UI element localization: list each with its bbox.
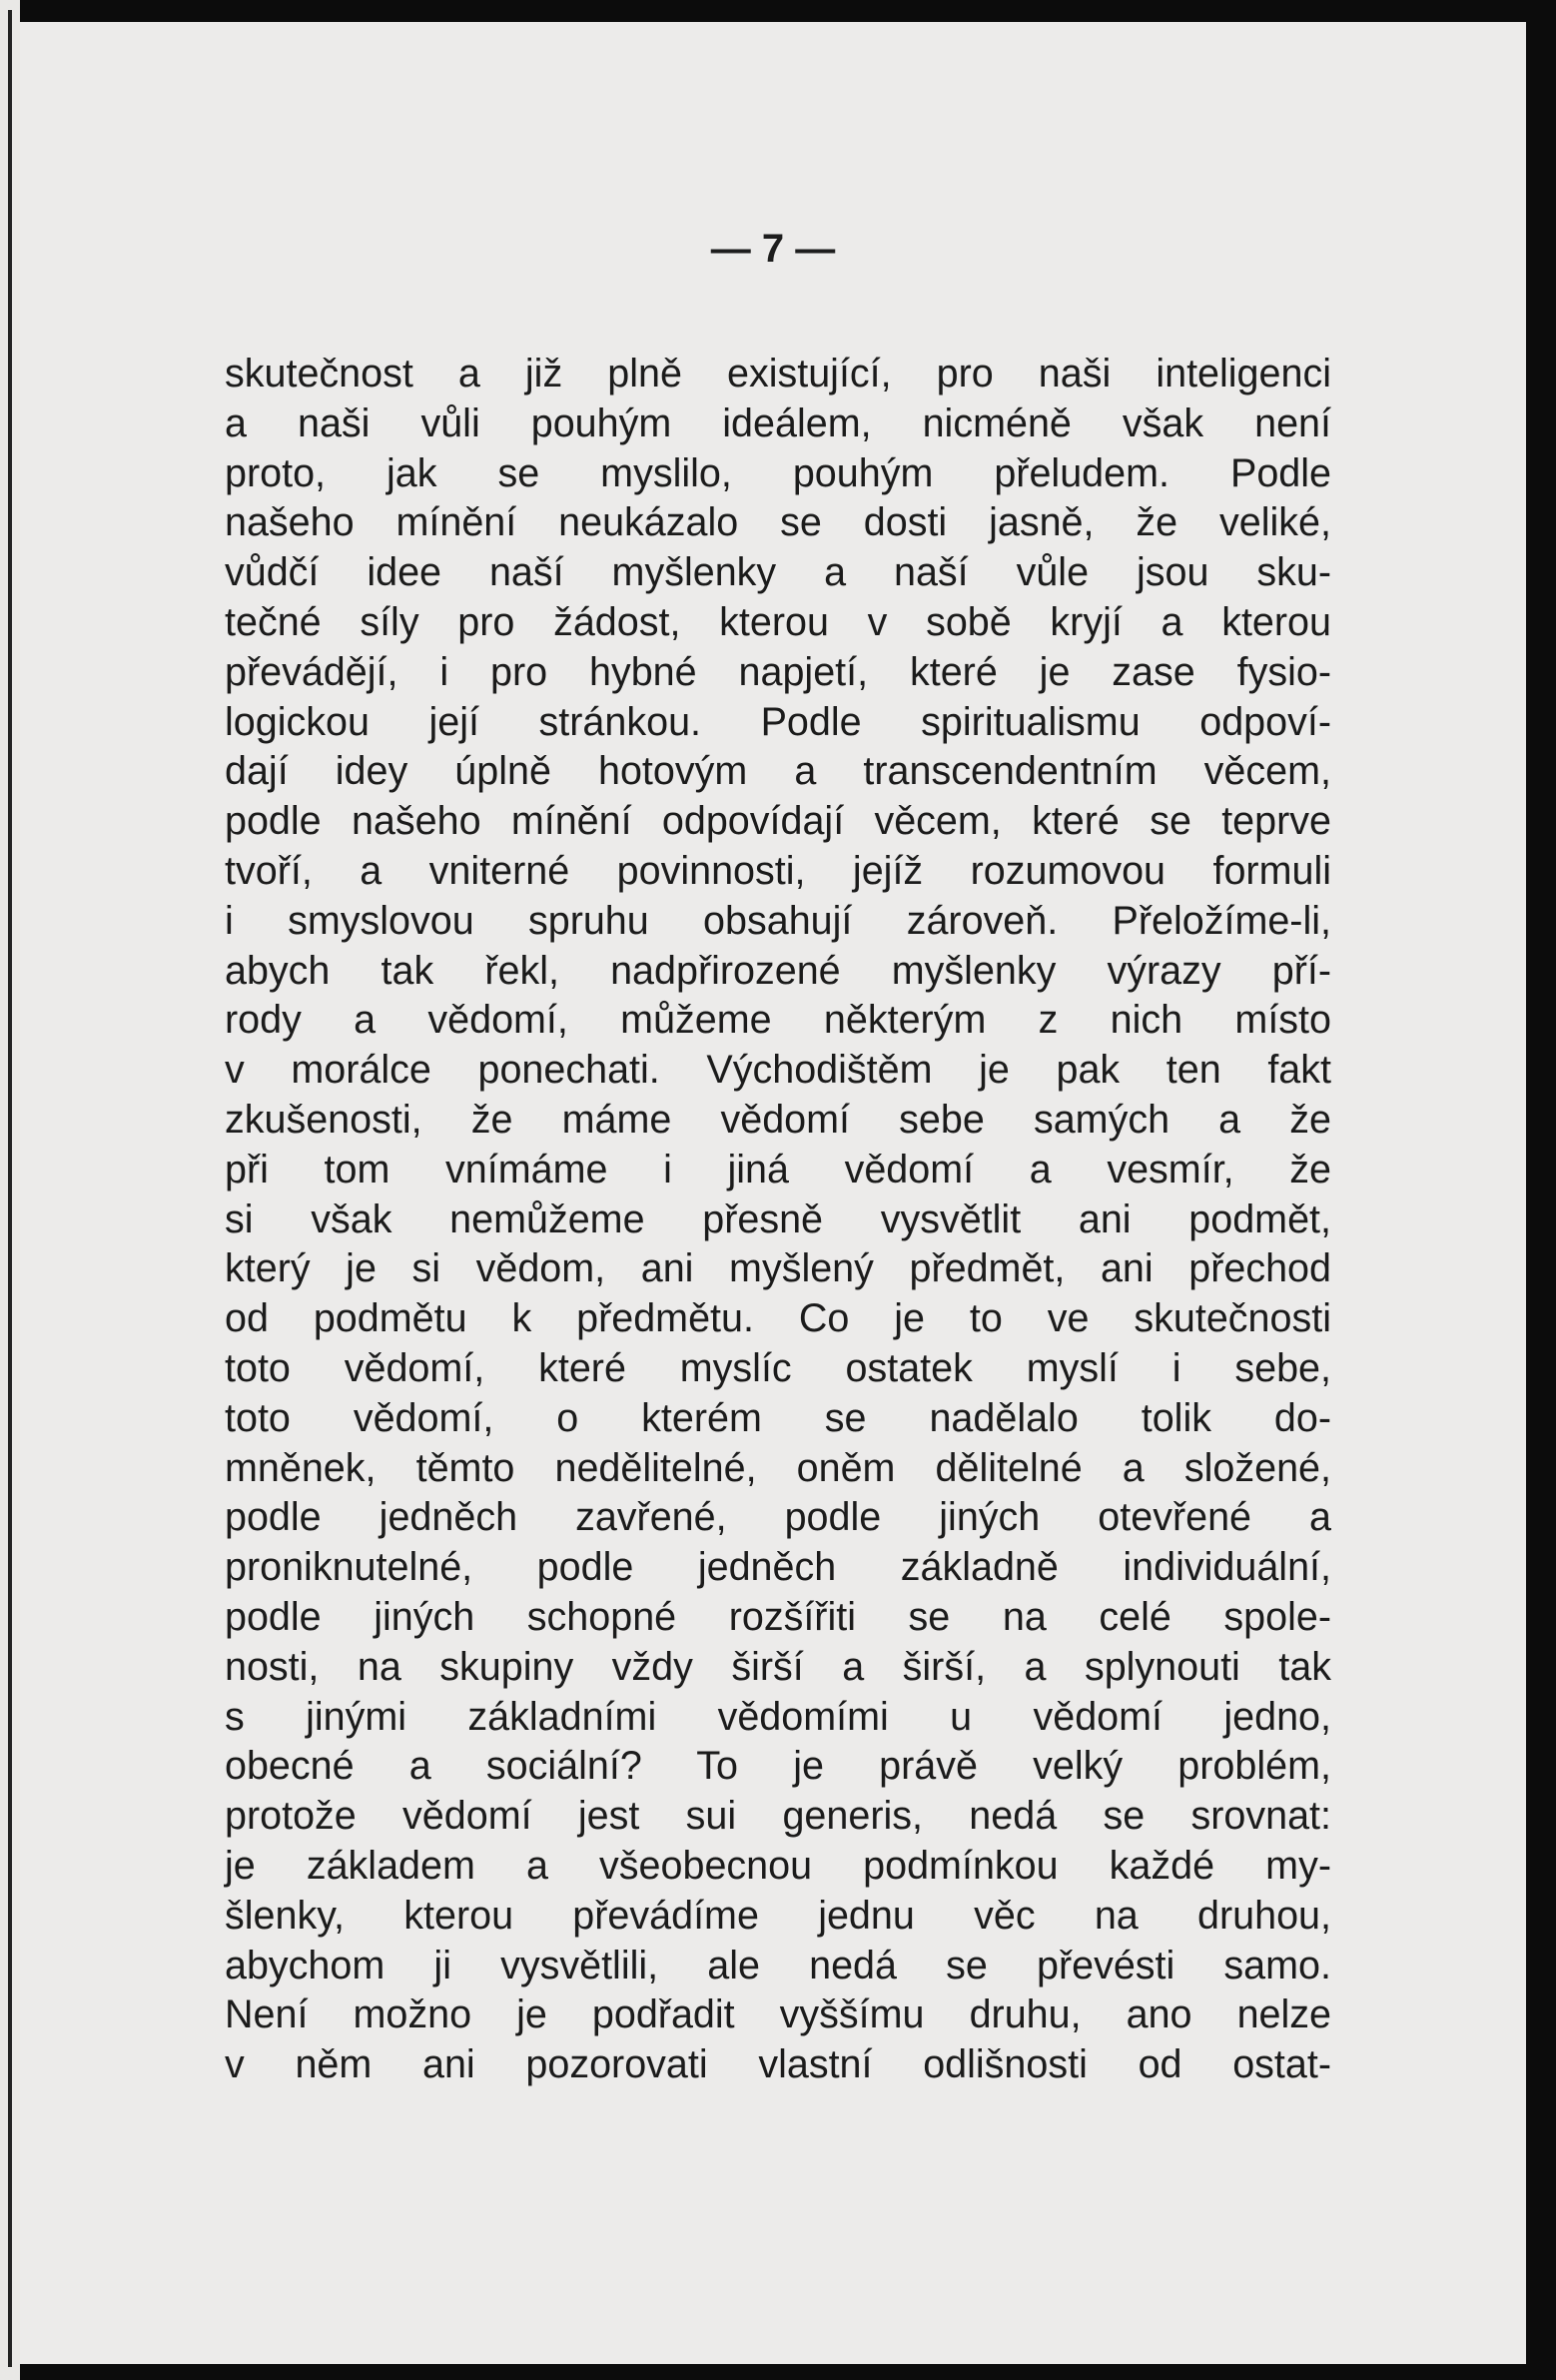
page-number: — 7 — — [710, 227, 836, 271]
body-text — [225, 350, 1331, 2090]
text-line: mněnek, těmto nedělitelné, oněm dělitelné a složené, — [225, 1445, 1331, 1490]
text-line: toto vědomí, o kterém se nadělalo tolik do- — [225, 1395, 1331, 1440]
text-line: v něm ani pozorovati vlastní odlišnosti od ostat- — [225, 2042, 1331, 2087]
text-line: našeho mínění neukázalo se dosti jasně, že veliké, — [225, 500, 1331, 545]
text-line: s jinými základními vědomími u vědomí jedno, — [225, 1694, 1331, 1739]
text-line: abychom ji vysvětlili, ale nedá se převésti samo. — [225, 1943, 1331, 1987]
text-line: podle jiných schopné rozšířiti se na celé spole- — [225, 1594, 1331, 1639]
text-line: Není možno je podřadit vyššímu druhu, ano nelze — [225, 1992, 1331, 2037]
text-line: nosti, na skupiny vždy širší a širší, a splynouti tak — [225, 1644, 1331, 1689]
text-line: i smyslovou spruhu obsahují zároveň. Přeložíme-li, — [225, 898, 1331, 943]
text-line: je základem a všeobecnou podmínkou každé my- — [225, 1843, 1331, 1888]
text-line: si však nemůžeme přesně vysvětlit ani podmět, — [225, 1196, 1331, 1241]
scan-bottom-border — [0, 2364, 1556, 2380]
text-line: který je si vědom, ani myšlený předmět, ani přechod — [225, 1246, 1331, 1291]
text-line: skutečnost a již plně existující, pro naši inteligenci — [225, 352, 1331, 396]
text-line: od podmětu k předmětu. Co je to ve skutečnosti — [225, 1296, 1331, 1341]
text-line: při tom vnímáme i jiná vědomí a vesmír, že — [225, 1147, 1331, 1191]
text-line: logickou její stránkou. Podle spiritualismu odpoví- — [225, 699, 1331, 744]
text-line: a naši vůli pouhým ideálem, nicméně však není — [225, 400, 1331, 445]
text-line: šlenky, kterou převádíme jednu věc na druhou, — [225, 1893, 1331, 1938]
book-page — [20, 22, 1526, 2364]
text-line: převádějí, i pro hybné napjetí, které je zase fysio- — [225, 649, 1331, 694]
text-line: obecné a sociální? To je právě velký problém, — [225, 1744, 1331, 1789]
text-line: v morálce ponechati. Východištěm je pak ten fakt — [225, 1048, 1331, 1093]
text-line: tvoří, a vniterné povinnosti, jejíž rozumovou formuli — [225, 848, 1331, 893]
text-line: proto, jak se myslilo, pouhým přeludem. Podle — [225, 450, 1331, 495]
text-line: protože vědomí jest sui generis, nedá se srovnat: — [225, 1794, 1331, 1839]
text-line: vůdčí idee naší myšlenky a naší vůle jsou sku- — [225, 550, 1331, 595]
text-line: rody a vědomí, můžeme některým z nich místo — [225, 998, 1331, 1043]
text-line: dají idey úplně hotovým a transcendentním věcem, — [225, 749, 1331, 794]
scan-right-border — [1526, 0, 1556, 2380]
text-line: podle našeho mínění odpovídají věcem, které se teprve — [225, 799, 1331, 844]
scan-top-border — [0, 0, 1556, 22]
binding-edge-line — [8, 10, 12, 2367]
text-line: zkušenosti, že máme vědomí sebe samých a že — [225, 1097, 1331, 1142]
text-line: proniknutelné, podle jedněch základně individuální, — [225, 1545, 1331, 1590]
text-line: toto vědomí, které myslíc ostatek myslí i sebe, — [225, 1345, 1331, 1390]
text-line: tečné síly pro žádost, kterou v sobě kryjí a kterou — [225, 599, 1331, 644]
text-line: abych tak řekl, nadpřirozené myšlenky výrazy pří- — [225, 948, 1331, 993]
text-line: podle jedněch zavřené, podle jiných otevřené a — [225, 1495, 1331, 1540]
